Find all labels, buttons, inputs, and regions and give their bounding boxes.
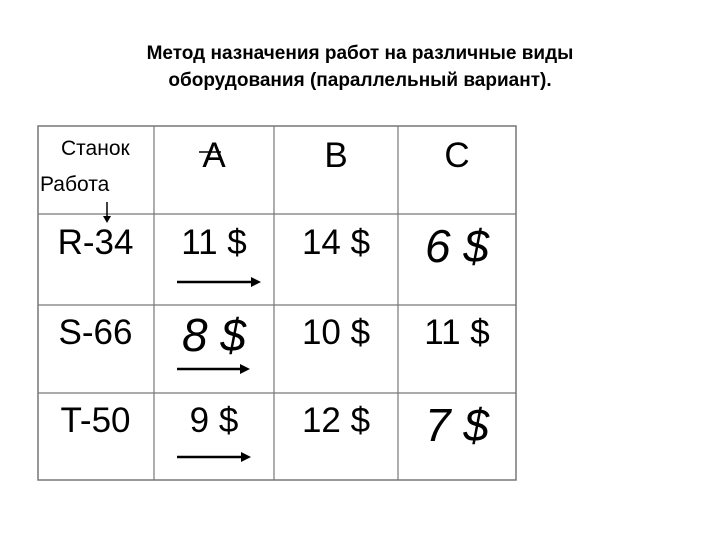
cell-r34-a: 11 $ xyxy=(181,223,247,262)
cell-t50-b: 12 $ xyxy=(301,401,371,440)
title-line-1: Метод назначения работ на различные виды xyxy=(146,43,574,64)
cell-t50-c: 7 $ xyxy=(425,399,489,451)
cell-s66-a: 8 $ xyxy=(182,309,246,361)
slide-title xyxy=(60,40,660,94)
arrow-row-1 xyxy=(177,277,261,287)
title-line-2: оборудования (параллельный вариант). xyxy=(168,70,552,91)
row-label-s66: S-66 xyxy=(58,313,133,352)
cell-r34-c: 6 $ xyxy=(425,220,489,272)
corner-label-machine: Станок xyxy=(61,137,130,160)
corner-label-job: Работа xyxy=(40,173,110,196)
cell-t50-a: 9 $ xyxy=(189,401,239,440)
cell-s66-b: 10 $ xyxy=(301,313,371,352)
cell-r34-b: 14 $ xyxy=(301,223,371,262)
assignment-table xyxy=(37,125,517,481)
arrow-row-3 xyxy=(177,452,251,462)
column-header-c: C xyxy=(444,136,470,175)
column-header-a: A xyxy=(202,136,226,175)
row-label-r34: R-34 xyxy=(57,223,134,262)
arrow-row-2 xyxy=(177,364,250,374)
cell-s66-c: 11 $ xyxy=(424,313,490,352)
row-label-t50: T-50 xyxy=(60,401,131,440)
column-header-b: B xyxy=(324,136,348,175)
